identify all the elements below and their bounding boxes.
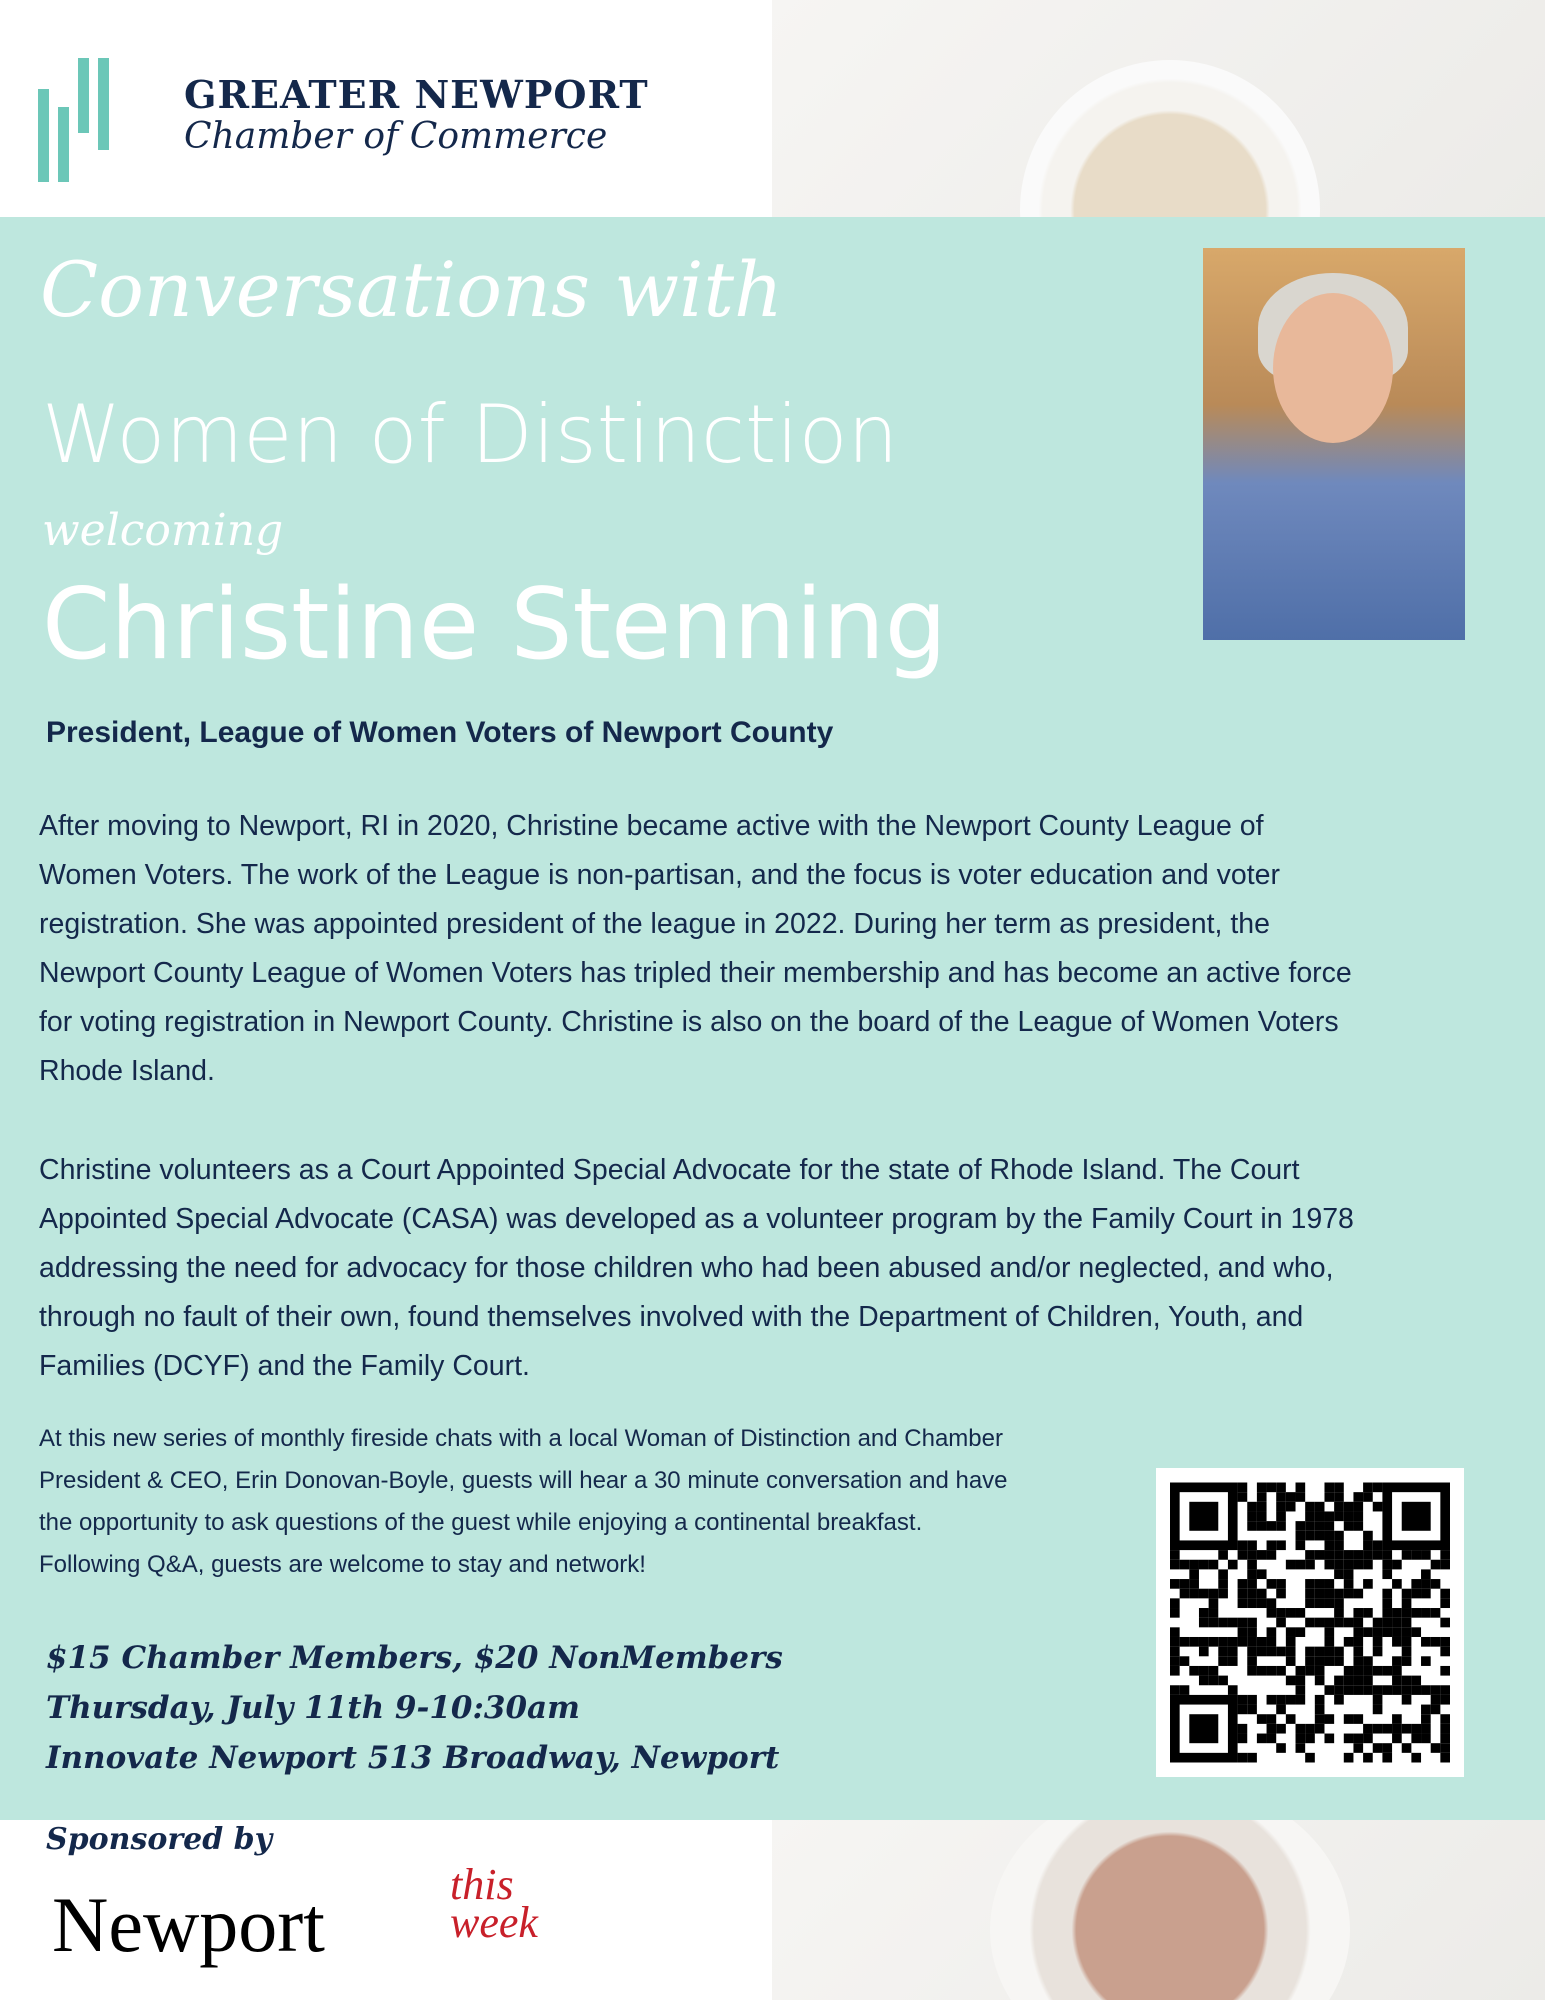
chamber-logo-icon xyxy=(38,57,150,182)
text-line: for voting registration in Newport County. Christine is also on the board of the League of Women Voters xyxy=(39,1006,1339,1038)
sponsor-logo-newport: Newport xyxy=(52,1881,325,1968)
event-price: $15 Chamber Members, $20 NonMembers xyxy=(46,1640,783,1676)
sponsored-by-label: Sponsored by xyxy=(46,1822,273,1857)
text-line: Families (DCYF) and the Family Court. xyxy=(39,1350,530,1382)
text-line: At this new series of monthly fireside chats with a local Woman of Distinction and Chamber xyxy=(39,1425,1003,1452)
text-line: addressing the need for advocacy for those children who had been abused and/or neglected, and who, xyxy=(39,1252,1334,1284)
org-name: GREATER NEWPORT xyxy=(184,72,649,117)
series-title: Women of Distinction xyxy=(42,388,899,481)
series-script: Conversations with xyxy=(40,245,783,334)
org-subtitle: Chamber of Commerce xyxy=(184,116,608,157)
event-datetime: Thursday, July 11th 9-10:30am xyxy=(46,1690,580,1726)
bio-paragraph-2 xyxy=(39,1146,1354,1391)
text-line: through no fault of their own, found themselves involved with the Department of Children, Youth, and xyxy=(39,1301,1304,1333)
logo-week: week xyxy=(450,1898,538,1947)
logo-this: this xyxy=(450,1860,514,1909)
bio-paragraph-1 xyxy=(39,802,1352,1096)
guest-title: President, League of Women Voters of Newport County xyxy=(46,716,834,749)
text-line: Appointed Special Advocate (CASA) was developed as a volunteer program by the Family Court in 1978 xyxy=(39,1203,1354,1235)
guest-photo xyxy=(1203,248,1465,640)
text-line: Women Voters. The work of the League is non-partisan, and the focus is voter education and voter xyxy=(39,859,1281,891)
guest-name: Christine Stenning xyxy=(42,568,948,682)
text-line: Christine volunteers as a Court Appointed Special Advocate for the state of Rhode Island. The Court xyxy=(39,1154,1300,1186)
qr-code[interactable] xyxy=(1156,1468,1464,1777)
background-photo-bottom xyxy=(772,1820,1545,2000)
text-line: President & CEO, Erin Donovan-Boyle, guests will hear a 30 minute conversation and have xyxy=(39,1467,1008,1494)
background-photo-top xyxy=(772,0,1545,217)
text-line: the opportunity to ask questions of the guest while enjoying a continental breakfast. xyxy=(39,1509,923,1536)
text-line: After moving to Newport, RI in 2020, Christine became active with the Newport County League of xyxy=(39,810,1264,842)
text-line: Rhode Island. xyxy=(39,1055,215,1087)
text-line: Newport County League of Women Voters has tripled their membership and has become an active force xyxy=(39,957,1352,989)
text-line: registration. She was appointed president of the league in 2022. During her term as president, the xyxy=(39,908,1271,940)
event-location: Innovate Newport 513 Broadway, Newport xyxy=(46,1740,780,1776)
welcoming-label: welcoming xyxy=(42,505,284,556)
text-line: Following Q&A, guests are welcome to stay and network! xyxy=(39,1551,646,1578)
sponsor-logo-thisweek xyxy=(450,1860,538,1947)
event-description xyxy=(39,1418,1008,1586)
